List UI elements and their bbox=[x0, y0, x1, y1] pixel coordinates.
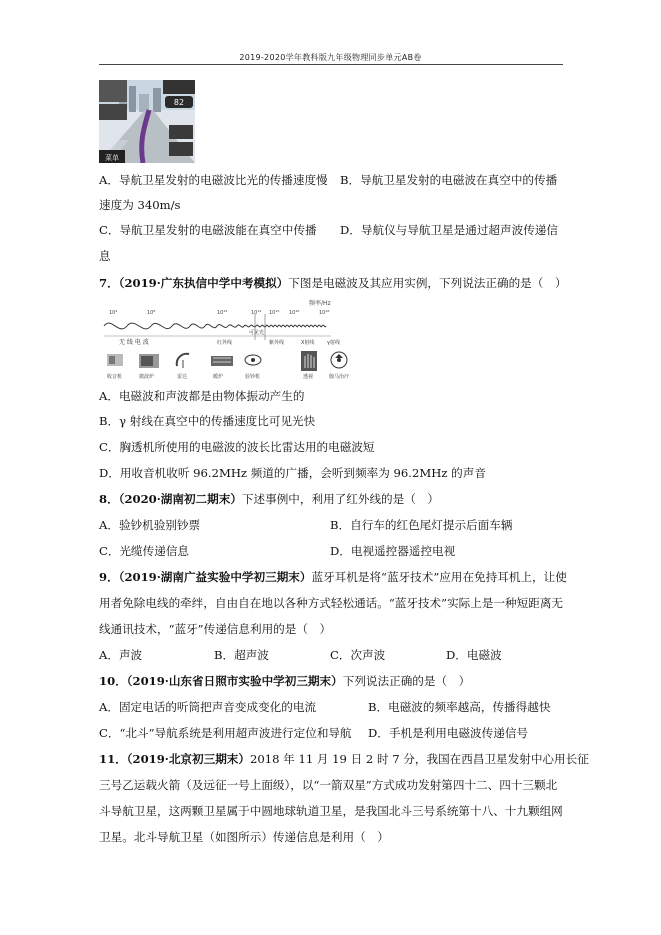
q10-stem bbox=[99, 673, 470, 689]
exp-3: 10¹⁴ bbox=[251, 310, 262, 316]
band-visible: 可见光 bbox=[249, 330, 265, 336]
exp-1: 10⁸ bbox=[147, 310, 156, 316]
q10-option-d: D．手机是利用电磁波传递信号 bbox=[368, 726, 529, 740]
q6-option-d-cont: 息 bbox=[99, 249, 111, 263]
q8-stem bbox=[99, 491, 439, 507]
em-spectrum-figure bbox=[99, 296, 349, 386]
exp-5: 10¹⁶ bbox=[289, 310, 300, 316]
band-gamma: γ射线 bbox=[327, 340, 340, 346]
q11-stem bbox=[99, 751, 589, 767]
q8-option-d: D．电视遥控器遥控电视 bbox=[330, 544, 456, 558]
radio-icon bbox=[107, 354, 123, 366]
band-infrared: 红外线 bbox=[217, 340, 233, 346]
q11-source: 11．（2019·北京初三期末） bbox=[99, 752, 250, 766]
q9-option-d: D．电磁波 bbox=[446, 648, 502, 662]
exp-2: 10¹² bbox=[217, 310, 228, 316]
app-money-detector: 验钞机 bbox=[245, 374, 261, 380]
q9-text-1: 蓝牙耳机是将“蓝牙技术”应用在免持耳机上，让使 bbox=[311, 570, 567, 584]
money-detector-icon bbox=[245, 355, 261, 365]
band-uv: 紫外线 bbox=[269, 340, 285, 346]
app-xray: 透视 bbox=[303, 374, 314, 380]
app-radio: 收音机 bbox=[107, 374, 123, 380]
q8-text: 下述事例中，利用了红外线的是（ ） bbox=[241, 492, 440, 506]
q6-option-c: C．导航卫星发射的电磁波能在真空中传播 bbox=[99, 223, 317, 237]
q6-option-b-cont: 速度为 340m/s bbox=[99, 198, 181, 212]
speed-readout: 82 bbox=[173, 98, 185, 107]
q7-text: 下图是电磁波及其应用实例，下列说法正确的是（ ） bbox=[288, 276, 567, 290]
em-wave bbox=[104, 323, 326, 329]
q9-option-b: B．超声波 bbox=[214, 648, 269, 662]
freq-label: 频率/Hz bbox=[309, 300, 331, 307]
xray-hand-icon bbox=[301, 351, 317, 371]
q9-text-2: 用者免除电线的牵绊，自由自在地以各种方式轻松通话。“蓝牙技术”实际上是一种短距离无 bbox=[99, 596, 564, 610]
q6-option-a: A．导航卫星发射的电磁波比光的传播速度慢 bbox=[99, 173, 328, 187]
q10-option-b: B．电磁波的频率越高，传播得越快 bbox=[368, 700, 551, 714]
microwave-icon bbox=[139, 354, 159, 368]
q6-option-d: D．导航仪与导航卫星是通过超声波传递信 bbox=[340, 223, 558, 237]
q11-text-2: 三号乙运载火箭（及远征一号上面级），以“一箭双星”方式成功发射第四十二、四十三颗北 bbox=[99, 778, 558, 792]
q7-option-a: A．电磁波和声波都是由物体振动产生的 bbox=[99, 389, 305, 403]
exp-6: 10¹⁸ bbox=[319, 310, 330, 316]
header-rule bbox=[99, 64, 563, 65]
q8-option-b: B．自行车的红色尾灯提示后面车辆 bbox=[330, 518, 513, 532]
q9-source: 9．（2019·湖南广益实验中学初三期末） bbox=[99, 570, 312, 584]
heater-icon bbox=[211, 356, 233, 366]
q8-option-a: A．验钞机验别钞票 bbox=[99, 518, 201, 532]
exp-4: 10¹⁵ bbox=[269, 310, 280, 316]
q10-option-c: C．“北斗”导航系统是利用超声波进行定位和导航 bbox=[99, 726, 352, 740]
q7-option-d: D．用收音机收听 96.2MHz 频道的广播，会听到频率为 96.2MHz 的声音 bbox=[99, 466, 486, 480]
q9-option-a: A．声波 bbox=[99, 648, 143, 662]
page-header: 2019-2020学年教科版九年级物理同步单元AB卷 bbox=[239, 53, 422, 62]
q9-option-c: C．次声波 bbox=[330, 648, 386, 662]
app-radar: 雷达 bbox=[177, 374, 188, 380]
navigation-device-figure bbox=[99, 80, 195, 163]
radar-icon bbox=[177, 354, 189, 368]
app-heater: 暖炉 bbox=[213, 374, 224, 380]
q9-text-3: 线通讯技术，“蓝牙”传递信息利用的是（ ） bbox=[99, 622, 332, 636]
q7-source: 7．（2019·广东执信中学中考模拟） bbox=[99, 276, 289, 290]
q11-text-3: 斗导航卫星，这两颗卫星属于中圆地球轨道卫星，是我国北斗三号系统第十八、十九颗组网 bbox=[99, 804, 563, 818]
q11-text-1: 2018 年 11 月 19 日 2 时 7 分，我国在西昌卫星发射中心用长征 bbox=[249, 752, 589, 766]
q10-text: 下列说法正确的是（ ） bbox=[342, 674, 471, 688]
radiation-icon bbox=[331, 352, 347, 368]
band-radio: 无 线 电 波 bbox=[119, 339, 149, 346]
q6-option-b: B．导航卫星发射的电磁波在真空中的传播 bbox=[340, 173, 558, 187]
menu-label: 菜单 bbox=[105, 154, 119, 162]
app-gamma: 伽马治疗 bbox=[329, 374, 349, 380]
q7-option-b: B．γ 射线在真空中的传播速度比可见光快 bbox=[99, 414, 316, 428]
exp-0: 10⁴ bbox=[109, 310, 118, 316]
q10-source: 10．（2019·山东省日照市实验中学初三期末） bbox=[99, 674, 343, 688]
app-microwave: 微波炉 bbox=[139, 374, 155, 380]
band-xray: X射线 bbox=[301, 340, 315, 346]
q8-source: 8．（2020·湖南初二期末） bbox=[99, 492, 242, 506]
q7-option-c: C．胸透机所使用的电磁波的波长比雷达用的电磁波短 bbox=[99, 440, 375, 454]
q8-option-c: C．光缆传递信息 bbox=[99, 544, 190, 558]
q9-stem bbox=[99, 569, 567, 585]
q7-stem bbox=[99, 275, 567, 291]
q10-option-a: A．固定电话的听筒把声音变成变化的电流 bbox=[99, 700, 317, 714]
q11-text-4: 卫星。北斗导航卫星（如图所示）传递信息是利用（ ） bbox=[99, 830, 389, 844]
